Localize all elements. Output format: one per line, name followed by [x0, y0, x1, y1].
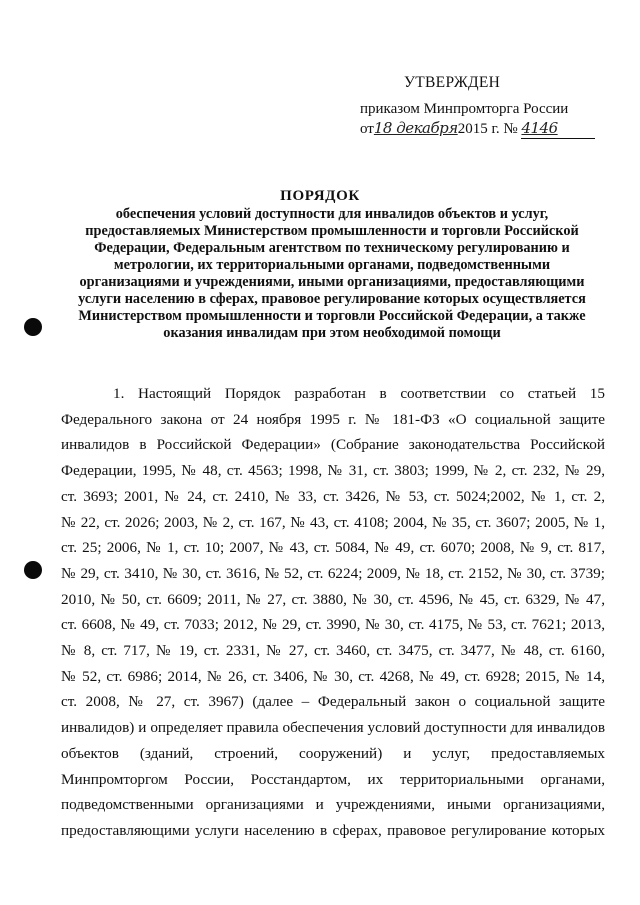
document-subtitle	[58, 206, 606, 342]
body-line: предоставляющими услуги населению в сферах, правовое регулирование которых	[61, 821, 605, 839]
document-title: ПОРЯДОК	[280, 188, 360, 204]
handwritten-number: 4146	[521, 119, 558, 137]
subtitle-line: метрологии, их территориальными органами, подведомственными	[113, 257, 551, 273]
body-line: № 29, ст. 3410, № 30, ст. 3616, № 52, ст. 6224; 2009, № 18, ст. 2152, № 30, ст. 3739;	[61, 564, 605, 582]
body-line: № 52, ст. 6986; 2014, № 26, ст. 3406, № 30, ст. 4268, № 49, ст. 6928; 2015, № 14,	[61, 667, 605, 685]
body-line: подведомственными организациями и учреждениями, иными организациями,	[61, 796, 605, 814]
subtitle-line: Министерством промышленности и торговли Российской Федерации, а также	[78, 308, 586, 324]
subtitle-line: обеспечения условий доступности для инвалидов объектов и услуг,	[115, 206, 549, 222]
body-line: 2010, № 50, ст. 6609; 2011, № 27, ст. 3880, № 30, ст. 4596, № 45, ст. 6329, № 47,	[61, 590, 605, 608]
date-prefix: от	[360, 121, 374, 137]
body-line: Федерального закона от 24 ноября 1995 г. № 181-ФЗ «О социальной защите	[61, 410, 605, 428]
punch-hole-top	[24, 318, 42, 336]
body-line: Федерации, 1995, № 48, ст. 4563; 1998, № 31, ст. 3803; 1999, № 2, ст. 232, № 29,	[61, 462, 605, 480]
subtitle-line: услуги населению в сферах, правовое регулирование которых осуществляется	[78, 291, 586, 307]
punch-hole-bottom	[24, 561, 42, 579]
body-paragraph	[61, 381, 605, 844]
body-line: ст. 3693; 2001, № 24, ст. 2410, № 33, ст. 3426, № 53, ст. 5024;2002, № 1, ст. 2,	[61, 487, 605, 505]
subtitle-line: Федерации, Федеральным агентством по техническому регулированию и	[94, 240, 570, 256]
body-line: Минпромторгом России, Росстандартом, их территориальными органами,	[61, 770, 605, 788]
subtitle-line: организациями и учреждениями, иными организациями, предоставляющими	[79, 274, 585, 290]
body-line: ст. 2008, № 27, ст. 3967) (далее – Федеральный закон о социальной защите	[61, 693, 605, 711]
order-date-line	[360, 119, 595, 139]
date-suffix: 2015 г. №	[457, 121, 518, 137]
body-line: № 22, ст. 2026; 2003, № 2, ст. 167, № 43, ст. 4108; 2004, № 35, ст. 3607; 2005, № 1,	[61, 513, 605, 531]
body-line: объектов (зданий, строений, сооружений) и услуг, предоставляемых	[61, 744, 605, 762]
subtitle-line: оказания инвалидам при этом необходимой помощи	[163, 325, 501, 341]
body-line: инвалидов) и определяет правила обеспечения условий доступности для инвалидов	[61, 719, 605, 737]
body-line: ст. 25; 2006, № 1, ст. 10; 2007, № 43, ст. 5084, № 49, ст. 6070; 2008, № 9, ст. 817,	[61, 539, 605, 557]
body-line: ст. 6608, № 49, ст. 7033; 2012, № 29, ст. 3990, № 30, ст. 4175, № 53, ст. 7621; 2013,	[61, 616, 605, 634]
body-line: № 8, ст. 717, № 19, ст. 2331, № 27, ст. 3460, ст. 3475, ст. 3477, № 48, ст. 6160,	[61, 642, 605, 660]
approved-heading: УТВЕРЖДЕН	[404, 74, 501, 91]
subtitle-line: предоставляемых Министерством промышленности и торговли Российской	[85, 223, 579, 239]
handwritten-date: 18 декабря	[373, 119, 458, 137]
order-number-field	[521, 119, 595, 139]
body-line: инвалидов в Российской Федерации» (Собрание законодательства Российской	[61, 436, 605, 454]
body-line: 1. Настоящий Порядок разработан в соответствии со статьей 15	[113, 385, 605, 402]
approved-by-line: приказом Минпромторга России	[360, 101, 569, 117]
